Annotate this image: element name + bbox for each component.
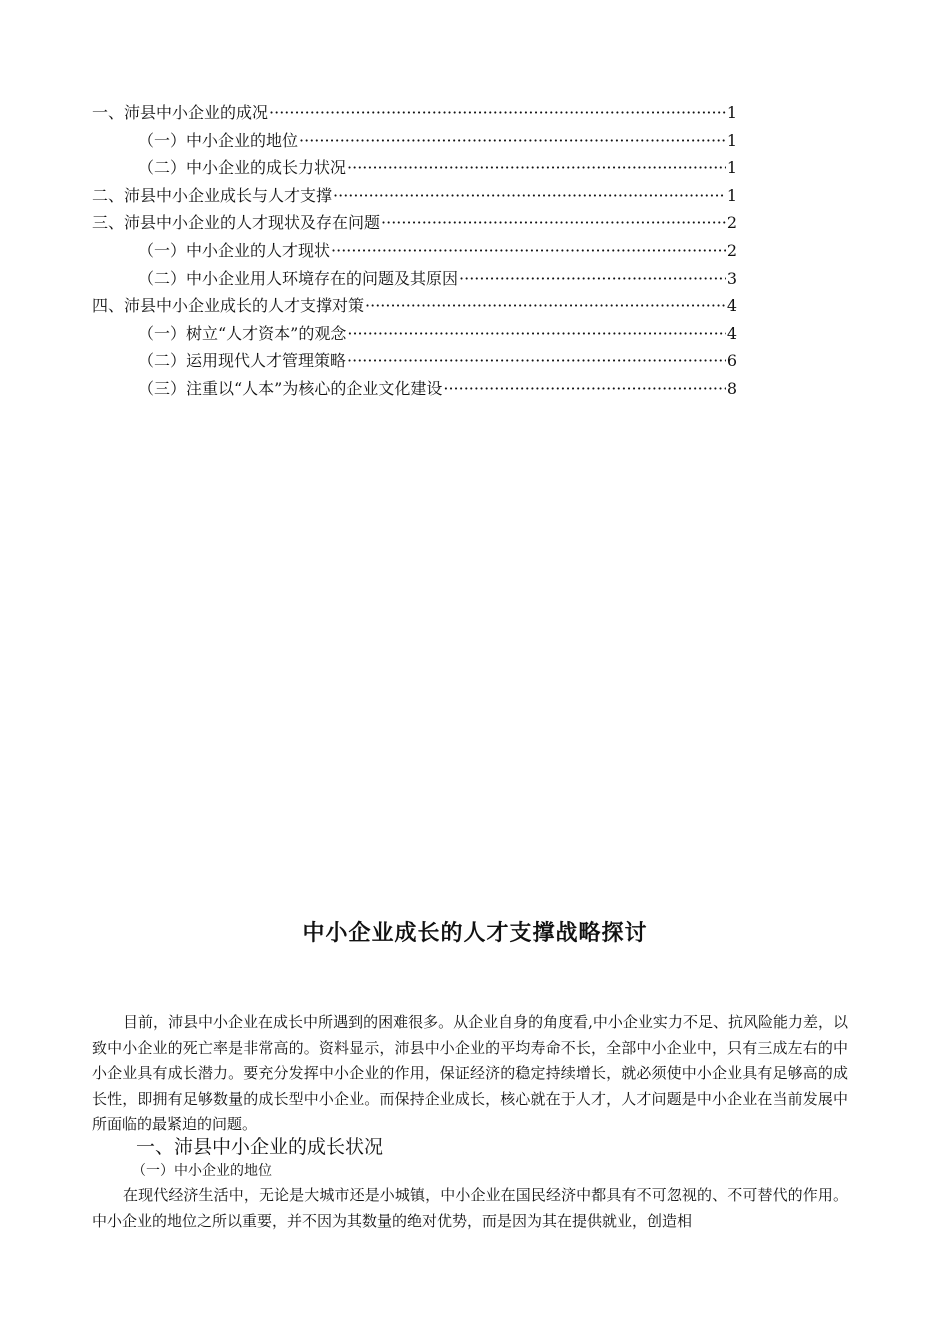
toc-leader-dots bbox=[331, 241, 726, 260]
toc-leader-dots bbox=[333, 186, 726, 205]
toc-entry-title: （一）中小企业的人才现状 bbox=[138, 240, 331, 260]
toc-entry-page-number: 8 bbox=[726, 378, 737, 398]
toc-entry-page-number: 4 bbox=[726, 296, 737, 316]
toc-entry[interactable] bbox=[92, 183, 737, 211]
toc-leader-dots bbox=[347, 351, 726, 370]
toc-entry[interactable] bbox=[92, 155, 737, 183]
toc-entry[interactable] bbox=[92, 238, 737, 266]
toc-entry-title: （一）中小企业的地位 bbox=[138, 130, 299, 150]
toc-entry-page-number: 4 bbox=[726, 323, 737, 343]
toc-entry[interactable] bbox=[92, 376, 737, 404]
toc-entry-title: 四、沛县中小企业成长的人才支撑对策 bbox=[92, 296, 365, 316]
toc-leader-dots bbox=[365, 296, 726, 315]
toc-entry[interactable] bbox=[92, 210, 737, 238]
body-paragraph: 在现代经济生活中，无论是大城市还是小城镇，中小企业在国民经济中都具有不可忽视的、不可替代的作用。中小企业的地位之所以重要，并不因为其数量的绝对优势，而是因为其在提供就业，创造相 bbox=[92, 1186, 848, 1230]
toc-leader-dots bbox=[347, 324, 725, 343]
toc-entry-title: （二）中小企业的成长力状况 bbox=[138, 158, 347, 178]
toc-leader-dots bbox=[459, 269, 726, 288]
toc-entry-title: 一、沛县中小企业的成况 bbox=[92, 103, 269, 122]
toc-entry-title: 三、沛县中小企业的人才现状及存在问题 bbox=[92, 213, 381, 233]
toc-leader-dots bbox=[443, 379, 725, 398]
toc-entry-page-number: 2 bbox=[726, 213, 737, 233]
toc-entry[interactable] bbox=[92, 266, 737, 294]
section-heading: 一、沛县中小企业的成长状况 bbox=[136, 1136, 384, 1158]
toc-entry-title: （二）中小企业用人环境存在的问题及其原因 bbox=[138, 268, 459, 288]
article-title: 中小企业成长的人才支撑战略探讨 bbox=[302, 921, 648, 946]
subsection-heading: （一）中小企业的地位 bbox=[132, 1163, 272, 1179]
toc-entry[interactable] bbox=[92, 348, 737, 376]
table-of-contents bbox=[92, 100, 737, 404]
toc-leader-dots bbox=[381, 213, 726, 232]
toc-leader-dots bbox=[269, 103, 726, 122]
toc-entry-title: （二）运用现代人才管理策略 bbox=[138, 351, 347, 371]
toc-entry-page-number: 1 bbox=[726, 130, 737, 150]
toc-leader-dots bbox=[347, 158, 726, 177]
toc-entry[interactable] bbox=[92, 321, 737, 349]
toc-entry-page-number: 3 bbox=[726, 268, 737, 288]
toc-entry[interactable] bbox=[92, 100, 737, 128]
toc-entry-title: （三）注重以“人本”为核心的企业文化建设 bbox=[138, 378, 443, 398]
toc-entry-page-number: 6 bbox=[726, 351, 737, 371]
toc-entry-title: （一）树立“人才资本”的观念 bbox=[138, 323, 347, 343]
toc-entry-page-number: 1 bbox=[726, 158, 737, 178]
toc-entry-title: 二、沛县中小企业成长与人才支撑 bbox=[92, 185, 333, 205]
toc-entry[interactable] bbox=[92, 293, 737, 321]
toc-leader-dots bbox=[299, 131, 726, 150]
toc-entry[interactable] bbox=[92, 128, 737, 156]
toc-entry-page-number: 1 bbox=[726, 185, 737, 205]
toc-entry-page-number: 1 bbox=[726, 103, 737, 122]
intro-paragraph: 目前，沛县中小企业在成长中所遇到的困难很多。从企业自身的角度看,中小企业实力不足、抗风险能力差，以致中小企业的死亡率是非常高的。资料显示，沛县中小企业的平均寿命不长，全部中小企业中，只有三成左右的中小企业具有成长潜力。要充分发挥中小企业的作用，保证经济的稳定持续增长，就必须使中小企业具有足够高的成长性，即拥有足够数量的成长型中小企业。而保持企业成长，核心就在于人才，人才问题是中小企业在当前发展中所面临的最紧迫的问题。 bbox=[92, 1013, 848, 1134]
toc-entry-page-number: 2 bbox=[726, 240, 737, 260]
